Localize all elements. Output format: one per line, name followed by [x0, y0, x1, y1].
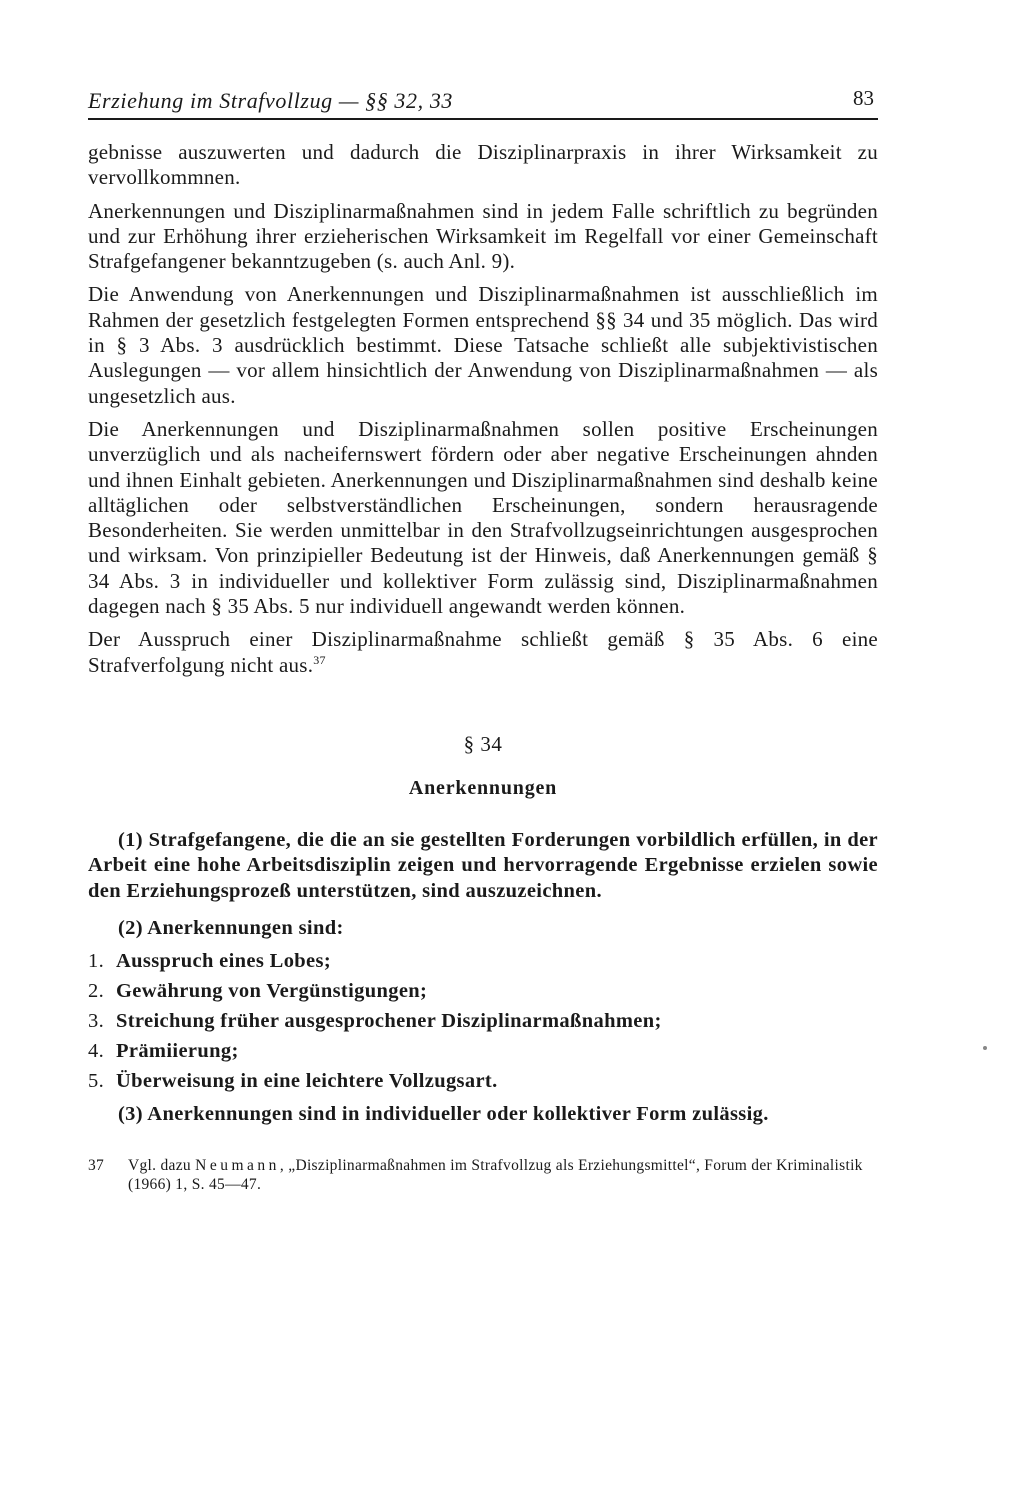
- list-item-text: Ausspruch eines Lobes;: [116, 949, 332, 972]
- list-item: [88, 976, 878, 1006]
- footnote-reference: 37: [313, 652, 326, 667]
- paragraph-text: Der Ausspruch einer Disziplinarmaßnahme schließt gemäß § 35 Abs. 6 eine Strafverfolgung nicht aus.: [88, 627, 878, 677]
- list-item-number: 3.: [88, 1009, 105, 1032]
- body-text: [88, 140, 878, 678]
- section-mark: § 34: [463, 731, 503, 756]
- footnote-citation: , „Disziplinarmaßnahmen im Strafvollzug als Erziehungsmittel“, Forum der Kriminalistik (1966) 1, S. 45—47.: [128, 1157, 863, 1193]
- law-paragraph-1: (1) Strafgefangene, die die an sie gestellten Forderungen vorbildlich erfüllen, in der Arbeit eine hohe Arbeitsdisziplin zeigen und hervorragende Ergebnisse erzielen sowie den Erziehungsprozeß unterstützen, sind auszuzeichnen.: [88, 828, 878, 902]
- header-title: Erziehung im Strafvollzug — §§ 32, 33: [88, 88, 454, 113]
- list-item-number: 4.: [88, 1039, 105, 1062]
- paragraph-with-footnote: [88, 627, 878, 678]
- footnote-author: Neumann: [195, 1157, 280, 1175]
- list-item-number: 1.: [88, 949, 105, 972]
- list-item-text: Prämiierung;: [116, 1039, 239, 1062]
- footnote: [88, 1157, 878, 1194]
- footnote-prefix: Vgl. dazu: [128, 1157, 191, 1175]
- footnote-number: 37: [88, 1157, 105, 1175]
- law-paragraph-3: (3) Anerkennungen sind in individueller oder kollektiver Form zulässig.: [118, 1102, 769, 1125]
- paragraph: Anerkennungen und Disziplinarmaßnahmen sind in jedem Falle schriftlich zu begründen und zur Erhöhung ihrer erzieherischen Wirksamkeit im Regelfall vor einer Gemeinschaft Strafgefangener bekanntzugeben (s. auch Anl. 9).: [88, 198, 878, 274]
- section-title: Anerkennungen: [408, 776, 558, 799]
- list-item: [88, 1066, 878, 1096]
- list-item: [88, 1036, 878, 1066]
- document-page: [88, 82, 878, 1194]
- footnote-text: [128, 1157, 878, 1194]
- paragraph: Die Anerkennungen und Disziplinarmaßnahmen sollen positive Erscheinungen unverzüglich und als nacheifernswert fördern oder aber negative Erscheinungen ahnden und ihnen Einhalt gebieten. Anerkennungen und Disziplinarmaßnahmen sind deshalb keine alltäglichen oder selbstverständlichen Erscheinungen, sondern herausragende Besonderheiten. Sie werden unmittelbar in den Strafvollzugseinrichtungen ausgesprochen und wirksam. Von prinzipieller Bedeutung ist der Hinweis, daß Anerkennungen gemäß § 34 Abs. 3 in individueller und kollektiver Form zulässig sind, Disziplinarmaßnahmen dagegen nach § 35 Abs. 5 nur individuell angewandt werden können.: [88, 416, 878, 619]
- law-paragraph-2-intro: (2) Anerkennungen sind:: [118, 917, 344, 940]
- list-item-text: Überweisung in eine leichtere Vollzugsart.: [116, 1069, 498, 1092]
- list-item-number: 2.: [88, 979, 105, 1002]
- list-item-text: Streichung früher ausgesprochener Disziplinarmaßnahmen;: [116, 1009, 662, 1032]
- list-item-text: Gewährung von Vergünstigungen;: [116, 979, 428, 1002]
- scan-speck: [983, 1046, 987, 1050]
- paragraph: Die Anwendung von Anerkennungen und Disziplinarmaßnahmen ist ausschließlich im Rahmen der gesetzlich festgelegten Formen entsprechend §§ 34 und 35 möglich. Das wird in § 3 Abs. 3 ausdrücklich bestimmt. Diese Tatsache schließt alle subjektivistischen Auslegungen — vor allem hinsichtlich der Anwendung von Disziplinarmaßnahmen — als ungesetzlich aus.: [88, 282, 878, 408]
- list-item-number: 5.: [88, 1069, 105, 1092]
- page-number: 83: [853, 86, 874, 110]
- list-item: [88, 1006, 878, 1036]
- law-list: [88, 946, 878, 1096]
- list-item: [88, 946, 878, 976]
- paragraph: gebnisse auszuwerten und dadurch die Disziplinarpraxis in ihrer Wirksamkeit zu vervollkommnen.: [88, 140, 878, 190]
- running-header: [88, 82, 878, 120]
